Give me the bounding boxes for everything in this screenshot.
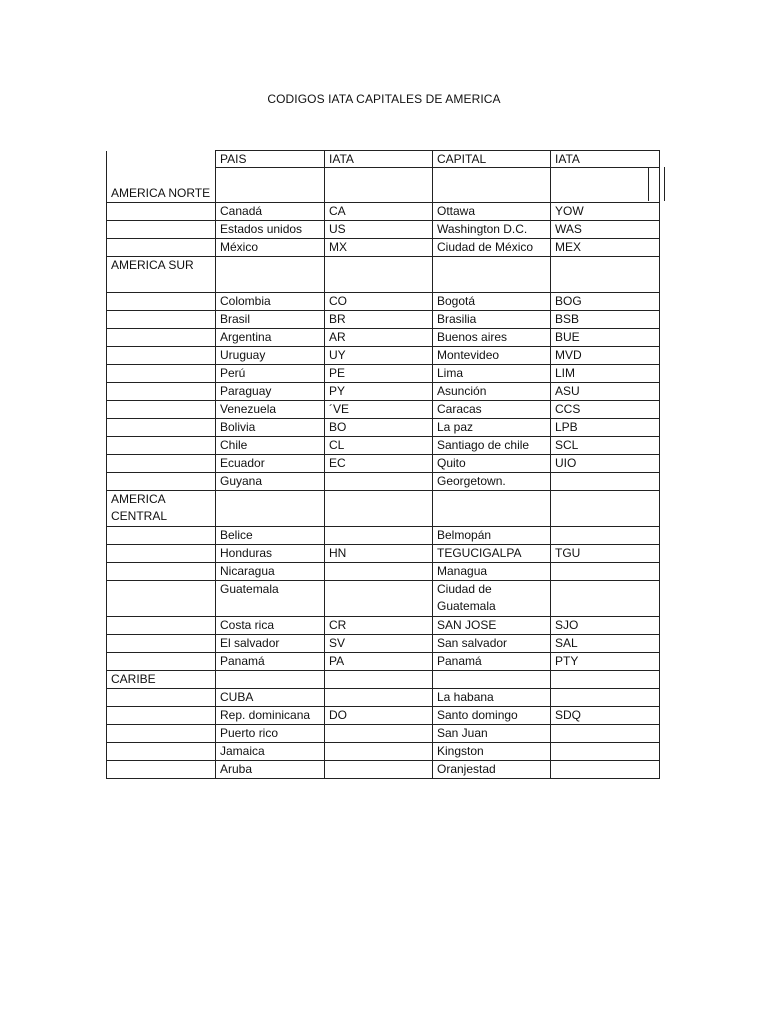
- capital-cell: Managua: [433, 563, 551, 581]
- iata-capital-cell: LPB: [551, 419, 660, 437]
- iata-cell: [325, 473, 433, 491]
- iata-cell: [325, 689, 433, 707]
- iata-cell: AR: [325, 329, 433, 347]
- capital-cell: Lima: [433, 365, 551, 383]
- iata-capital-cell: [551, 743, 660, 761]
- iata-cell: [325, 725, 433, 743]
- table-row: [107, 347, 660, 365]
- table-row: [107, 239, 660, 257]
- table-row: [107, 761, 660, 779]
- pais-cell: Colombia: [216, 293, 325, 311]
- table-row: [107, 743, 660, 761]
- capital-cell: Bogotá: [433, 293, 551, 311]
- iata-capital-cell: [551, 761, 660, 779]
- region-row: [107, 257, 660, 293]
- iata-capital-cell: BOG: [551, 293, 660, 311]
- iata-capital-cell: BUE: [551, 329, 660, 347]
- capital-cell: Georgetown.: [433, 473, 551, 491]
- region-cell: [107, 151, 216, 203]
- iata-capital-cell: BSB: [551, 311, 660, 329]
- table-row: [107, 653, 660, 671]
- table-row: [107, 419, 660, 437]
- iata-capital-cell: UIO: [551, 455, 660, 473]
- capital-cell: San salvador: [433, 635, 551, 653]
- pais-cell: Costa rica: [216, 617, 325, 635]
- iata-cell: [325, 527, 433, 545]
- capital-cell: Montevideo: [433, 347, 551, 365]
- table-row: [107, 401, 660, 419]
- pais-cell: Nicaragua: [216, 563, 325, 581]
- iata-cell: [325, 761, 433, 779]
- table-row: [107, 221, 660, 239]
- table-row: [107, 563, 660, 581]
- iata-cell: UY: [325, 347, 433, 365]
- iata-capital-cell: SJO: [551, 617, 660, 635]
- capital-cell: Ciudad de México: [433, 239, 551, 257]
- header-row: [107, 151, 660, 203]
- iata-cell: CO: [325, 293, 433, 311]
- capital-cell: La habana: [433, 689, 551, 707]
- capital-cell: Kingston: [433, 743, 551, 761]
- capital-cell: SAN JOSE: [433, 617, 551, 635]
- iata-capital-cell: [551, 527, 660, 545]
- iata-cell: HN: [325, 545, 433, 563]
- capital-cell: Belmopán: [433, 527, 551, 545]
- pais-cell: Estados unidos: [216, 221, 325, 239]
- table-row: [107, 293, 660, 311]
- pais-cell: Guatemala: [216, 581, 325, 617]
- pais-cell: Perú: [216, 365, 325, 383]
- table-row: [107, 365, 660, 383]
- capital-cell: Ciudad de Guatemala: [433, 581, 551, 617]
- capital-cell: Caracas: [433, 401, 551, 419]
- header-cell: [551, 151, 660, 203]
- iata-cell: SV: [325, 635, 433, 653]
- iata-capital-cell: PTY: [551, 653, 660, 671]
- pais-cell: Panamá: [216, 653, 325, 671]
- table-row: [107, 473, 660, 491]
- table-row: [107, 203, 660, 221]
- iata-capital-cell: YOW: [551, 203, 660, 221]
- capital-cell: La paz: [433, 419, 551, 437]
- iata-capital-cell: [551, 689, 660, 707]
- pais-cell: Argentina: [216, 329, 325, 347]
- table-row: [107, 437, 660, 455]
- pais-cell: Canadá: [216, 203, 325, 221]
- pais-cell: Puerto rico: [216, 725, 325, 743]
- iata-cell: DO: [325, 707, 433, 725]
- pais-cell: Bolivia: [216, 419, 325, 437]
- iata-codes-table: [106, 150, 660, 779]
- capital-cell: San Juan: [433, 725, 551, 743]
- capital-cell: Asunción: [433, 383, 551, 401]
- pais-cell: Ecuador: [216, 455, 325, 473]
- page-title: CODIGOS IATA CAPITALES DE AMERICA: [267, 92, 501, 106]
- pais-cell: Aruba: [216, 761, 325, 779]
- pais-cell: Belice: [216, 527, 325, 545]
- pais-cell: CUBA: [216, 689, 325, 707]
- capital-cell: Ottawa: [433, 203, 551, 221]
- iata-capital-cell: [551, 563, 660, 581]
- table-row: [107, 329, 660, 347]
- table-row: [107, 707, 660, 725]
- capital-cell: Brasilia: [433, 311, 551, 329]
- capital-cell: Buenos aires: [433, 329, 551, 347]
- iata-cell: BR: [325, 311, 433, 329]
- pais-cell: Uruguay: [216, 347, 325, 365]
- table-row: [107, 383, 660, 401]
- region-label-central: AMERICA CENTRAL: [107, 491, 216, 527]
- capital-cell: Santo domingo: [433, 707, 551, 725]
- pais-cell: Honduras: [216, 545, 325, 563]
- table-row: [107, 689, 660, 707]
- iata-cell: US: [325, 221, 433, 239]
- pais-cell: Venezuela: [216, 401, 325, 419]
- iata-cell: BO: [325, 419, 433, 437]
- region-row: [107, 491, 660, 527]
- header-iata-pais: IATA: [325, 151, 432, 168]
- table-border-mark: [648, 167, 649, 201]
- iata-capital-cell: CCS: [551, 401, 660, 419]
- iata-capital-cell: LIM: [551, 365, 660, 383]
- table-row: [107, 527, 660, 545]
- capital-cell: Santiago de chile: [433, 437, 551, 455]
- iata-capital-cell: MEX: [551, 239, 660, 257]
- iata-cell: MX: [325, 239, 433, 257]
- iata-capital-cell: MVD: [551, 347, 660, 365]
- iata-cell: [325, 563, 433, 581]
- pais-cell: Jamaica: [216, 743, 325, 761]
- table-row: [107, 545, 660, 563]
- iata-cell: [325, 743, 433, 761]
- table-row: [107, 581, 660, 617]
- iata-cell: CR: [325, 617, 433, 635]
- table-row: [107, 617, 660, 635]
- header-pais: PAIS: [216, 151, 324, 168]
- region-label-norte: AMERICA NORTE: [111, 186, 211, 200]
- header-cell: [216, 151, 325, 203]
- iata-capital-cell: SCL: [551, 437, 660, 455]
- pais-cell: El salvador: [216, 635, 325, 653]
- capital-cell: Quito: [433, 455, 551, 473]
- pais-cell: Paraguay: [216, 383, 325, 401]
- table-row: [107, 725, 660, 743]
- capital-cell: Washington D.C.: [433, 221, 551, 239]
- pais-cell: Rep. dominicana: [216, 707, 325, 725]
- iata-capital-cell: ASU: [551, 383, 660, 401]
- iata-capital-cell: WAS: [551, 221, 660, 239]
- table-row: [107, 455, 660, 473]
- header-iata-capital: IATA: [551, 151, 659, 168]
- iata-cell: ´VE: [325, 401, 433, 419]
- header-cell: [433, 151, 551, 203]
- iata-capital-cell: SDQ: [551, 707, 660, 725]
- region-label-caribe: CARIBE: [107, 671, 216, 689]
- region-label-sur: AMERICA SUR: [107, 257, 216, 293]
- pais-cell: Brasil: [216, 311, 325, 329]
- iata-cell: [325, 581, 433, 617]
- pais-cell: Guyana: [216, 473, 325, 491]
- pais-cell: Chile: [216, 437, 325, 455]
- iata-cell: PE: [325, 365, 433, 383]
- table-border-mark: [664, 167, 665, 201]
- capital-cell: TEGUCIGALPA: [433, 545, 551, 563]
- iata-cell: CL: [325, 437, 433, 455]
- iata-cell: PA: [325, 653, 433, 671]
- iata-capital-cell: [551, 581, 660, 617]
- iata-cell: EC: [325, 455, 433, 473]
- iata-cell: PY: [325, 383, 433, 401]
- iata-cell: CA: [325, 203, 433, 221]
- iata-capital-cell: [551, 473, 660, 491]
- header-capital: CAPITAL: [433, 151, 550, 168]
- iata-capital-cell: TGU: [551, 545, 660, 563]
- region-row: [107, 671, 660, 689]
- capital-cell: Oranjestad: [433, 761, 551, 779]
- table-row: [107, 311, 660, 329]
- header-cell: [325, 151, 433, 203]
- pais-cell: México: [216, 239, 325, 257]
- iata-capital-cell: SAL: [551, 635, 660, 653]
- capital-cell: Panamá: [433, 653, 551, 671]
- table-row: [107, 635, 660, 653]
- iata-capital-cell: [551, 725, 660, 743]
